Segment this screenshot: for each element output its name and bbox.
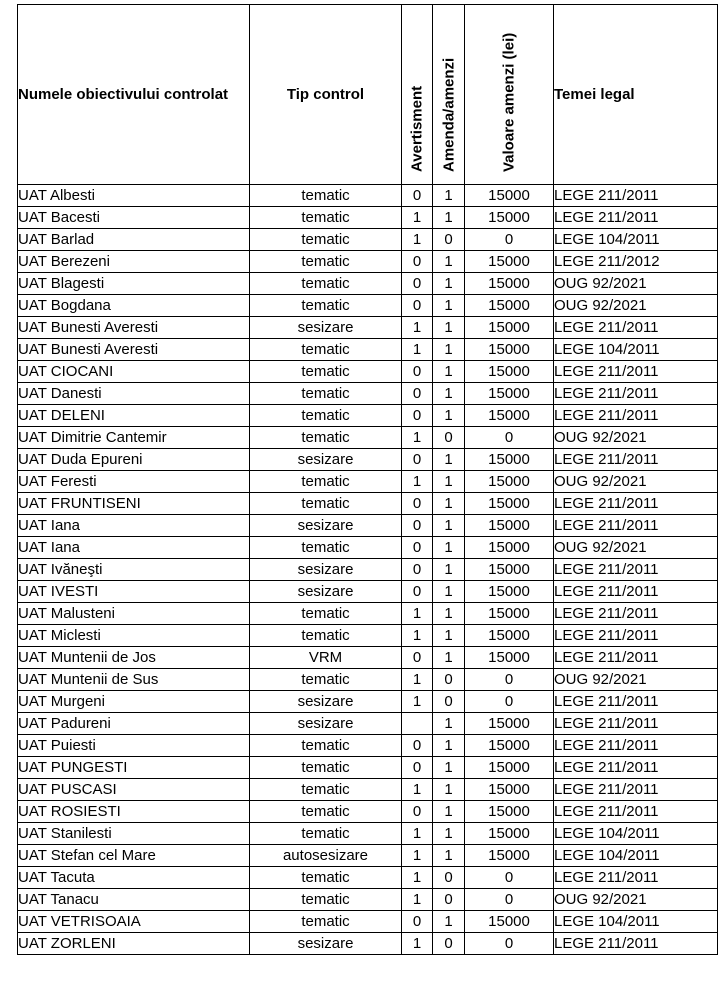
cell-valoare: 15000 [465, 713, 554, 735]
cell-valoare: 15000 [465, 515, 554, 537]
cell-tip-control: tematic [250, 185, 402, 207]
cell-avertisment: 0 [402, 273, 433, 295]
cell-avertisment: 0 [402, 295, 433, 317]
cell-tip-control: tematic [250, 405, 402, 427]
cell-valoare: 15000 [465, 757, 554, 779]
cell-temei-legal: LEGE 211/2011 [554, 757, 718, 779]
cell-temei-legal: LEGE 211/2011 [554, 405, 718, 427]
cell-avertisment: 1 [402, 669, 433, 691]
cell-avertisment: 1 [402, 889, 433, 911]
table-row [18, 405, 718, 427]
cell-tip-control: tematic [250, 471, 402, 493]
cell-amenda: 1 [433, 207, 465, 229]
header-row [18, 5, 718, 185]
cell-avertisment: 1 [402, 779, 433, 801]
cell-amenda: 1 [433, 647, 465, 669]
cell-name: UAT Murgeni [18, 691, 250, 713]
cell-temei-legal: LEGE 211/2011 [554, 933, 718, 955]
cell-valoare: 15000 [465, 801, 554, 823]
cell-tip-control: tematic [250, 273, 402, 295]
cell-avertisment: 1 [402, 845, 433, 867]
cell-tip-control: tematic [250, 207, 402, 229]
cell-tip-control: tematic [250, 603, 402, 625]
cell-temei-legal: LEGE 104/2011 [554, 823, 718, 845]
cell-temei-legal: LEGE 211/2011 [554, 625, 718, 647]
cell-avertisment: 0 [402, 757, 433, 779]
cell-tip-control: tematic [250, 625, 402, 647]
cell-name: UAT Feresti [18, 471, 250, 493]
cell-avertisment: 0 [402, 449, 433, 471]
cell-tip-control: tematic [250, 823, 402, 845]
cell-name: UAT Berezeni [18, 251, 250, 273]
cell-avertisment: 1 [402, 823, 433, 845]
cell-avertisment: 0 [402, 911, 433, 933]
cell-amenda: 1 [433, 493, 465, 515]
cell-tip-control: autosesizare [250, 845, 402, 867]
cell-avertisment: 1 [402, 691, 433, 713]
cell-name: UAT Bogdana [18, 295, 250, 317]
cell-name: UAT Bacesti [18, 207, 250, 229]
cell-amenda: 1 [433, 625, 465, 647]
cell-name: UAT Puiesti [18, 735, 250, 757]
cell-valoare: 15000 [465, 779, 554, 801]
cell-temei-legal: OUG 92/2021 [554, 273, 718, 295]
cell-tip-control: sesizare [250, 559, 402, 581]
table-row [18, 933, 718, 955]
table-row [18, 515, 718, 537]
cell-valoare: 0 [465, 889, 554, 911]
cell-tip-control: tematic [250, 867, 402, 889]
cell-tip-control: tematic [250, 735, 402, 757]
cell-name: UAT ZORLENI [18, 933, 250, 955]
cell-valoare: 15000 [465, 295, 554, 317]
cell-name: UAT ROSIESTI [18, 801, 250, 823]
cell-amenda: 1 [433, 757, 465, 779]
cell-amenda: 1 [433, 713, 465, 735]
table-row [18, 493, 718, 515]
cell-tip-control: tematic [250, 339, 402, 361]
cell-temei-legal: LEGE 104/2011 [554, 339, 718, 361]
cell-tip-control: sesizare [250, 449, 402, 471]
cell-temei-legal: OUG 92/2021 [554, 295, 718, 317]
cell-amenda: 1 [433, 537, 465, 559]
cell-valoare: 15000 [465, 317, 554, 339]
cell-temei-legal: OUG 92/2021 [554, 889, 718, 911]
cell-avertisment: 1 [402, 933, 433, 955]
cell-amenda: 1 [433, 581, 465, 603]
cell-avertisment: 1 [402, 339, 433, 361]
cell-valoare: 15000 [465, 735, 554, 757]
cell-avertisment: 0 [402, 405, 433, 427]
table-row [18, 229, 718, 251]
cell-amenda: 1 [433, 185, 465, 207]
cell-temei-legal: LEGE 211/2011 [554, 713, 718, 735]
cell-valoare: 0 [465, 933, 554, 955]
cell-amenda: 0 [433, 229, 465, 251]
cell-tip-control: tematic [250, 361, 402, 383]
cell-avertisment: 1 [402, 867, 433, 889]
cell-valoare: 15000 [465, 185, 554, 207]
cell-name: UAT Padureni [18, 713, 250, 735]
cell-name: UAT Blagesti [18, 273, 250, 295]
cell-valoare: 15000 [465, 405, 554, 427]
control-results-table [17, 4, 718, 955]
cell-amenda: 1 [433, 911, 465, 933]
cell-avertisment: 0 [402, 185, 433, 207]
cell-temei-legal: LEGE 211/2011 [554, 185, 718, 207]
cell-name: UAT Dimitrie Cantemir [18, 427, 250, 449]
cell-tip-control: tematic [250, 295, 402, 317]
cell-temei-legal: LEGE 211/2011 [554, 449, 718, 471]
table-row [18, 669, 718, 691]
cell-temei-legal: LEGE 211/2011 [554, 867, 718, 889]
table-row [18, 691, 718, 713]
cell-amenda: 1 [433, 317, 465, 339]
cell-name: UAT PUNGESTI [18, 757, 250, 779]
cell-temei-legal: LEGE 104/2011 [554, 911, 718, 933]
cell-amenda: 1 [433, 801, 465, 823]
cell-tip-control: tematic [250, 251, 402, 273]
cell-name: UAT Iana [18, 515, 250, 537]
cell-valoare: 15000 [465, 383, 554, 405]
cell-amenda: 1 [433, 779, 465, 801]
cell-amenda: 0 [433, 867, 465, 889]
cell-avertisment: 0 [402, 493, 433, 515]
cell-temei-legal: LEGE 104/2011 [554, 845, 718, 867]
cell-avertisment: 0 [402, 559, 433, 581]
table-row [18, 339, 718, 361]
cell-amenda: 1 [433, 273, 465, 295]
cell-name: UAT Miclesti [18, 625, 250, 647]
cell-name: UAT Stanilesti [18, 823, 250, 845]
cell-name: UAT Albesti [18, 185, 250, 207]
cell-avertisment: 1 [402, 471, 433, 493]
cell-temei-legal: LEGE 211/2011 [554, 383, 718, 405]
cell-temei-legal: LEGE 211/2011 [554, 581, 718, 603]
cell-name: UAT Barlad [18, 229, 250, 251]
cell-tip-control: tematic [250, 669, 402, 691]
cell-temei-legal: OUG 92/2021 [554, 427, 718, 449]
cell-temei-legal: LEGE 211/2011 [554, 647, 718, 669]
cell-valoare: 15000 [465, 361, 554, 383]
cell-name: UAT VETRISOAIA [18, 911, 250, 933]
cell-name: UAT Bunesti Averesti [18, 317, 250, 339]
cell-avertisment: 0 [402, 801, 433, 823]
cell-amenda: 1 [433, 823, 465, 845]
cell-name: UAT CIOCANI [18, 361, 250, 383]
cell-tip-control: sesizare [250, 691, 402, 713]
cell-valoare: 0 [465, 867, 554, 889]
cell-name: UAT Ivăneşti [18, 559, 250, 581]
cell-name: UAT Malusteni [18, 603, 250, 625]
cell-valoare: 0 [465, 427, 554, 449]
cell-amenda: 1 [433, 471, 465, 493]
table-row [18, 383, 718, 405]
cell-valoare: 15000 [465, 625, 554, 647]
cell-valoare: 15000 [465, 647, 554, 669]
cell-valoare: 15000 [465, 207, 554, 229]
table-row [18, 625, 718, 647]
header-amenda-cell [433, 5, 465, 185]
cell-name: UAT DELENI [18, 405, 250, 427]
cell-valoare: 15000 [465, 273, 554, 295]
cell-temei-legal: LEGE 104/2011 [554, 229, 718, 251]
table-body [18, 185, 718, 955]
table-row [18, 647, 718, 669]
table-row [18, 713, 718, 735]
cell-name: UAT Duda Epureni [18, 449, 250, 471]
header-avertisment: Avertisment [408, 85, 426, 172]
cell-tip-control: sesizare [250, 317, 402, 339]
cell-tip-control: sesizare [250, 515, 402, 537]
cell-valoare: 15000 [465, 823, 554, 845]
cell-tip-control: VRM [250, 647, 402, 669]
cell-name: UAT Bunesti Averesti [18, 339, 250, 361]
cell-avertisment: 1 [402, 317, 433, 339]
table-row [18, 207, 718, 229]
cell-valoare: 0 [465, 691, 554, 713]
cell-avertisment: 0 [402, 647, 433, 669]
table-row [18, 471, 718, 493]
cell-avertisment [402, 713, 433, 735]
cell-temei-legal: LEGE 211/2011 [554, 361, 718, 383]
cell-tip-control: tematic [250, 779, 402, 801]
table-row [18, 801, 718, 823]
cell-tip-control: tematic [250, 493, 402, 515]
cell-tip-control: tematic [250, 911, 402, 933]
cell-amenda: 1 [433, 295, 465, 317]
cell-temei-legal: LEGE 211/2011 [554, 515, 718, 537]
table-row [18, 603, 718, 625]
cell-avertisment: 1 [402, 229, 433, 251]
cell-valoare: 0 [465, 669, 554, 691]
cell-valoare: 15000 [465, 339, 554, 361]
cell-amenda: 0 [433, 933, 465, 955]
cell-name: UAT Tacuta [18, 867, 250, 889]
cell-temei-legal: LEGE 211/2011 [554, 691, 718, 713]
table-row [18, 273, 718, 295]
table-row [18, 427, 718, 449]
cell-amenda: 0 [433, 889, 465, 911]
cell-valoare: 15000 [465, 537, 554, 559]
table-row [18, 757, 718, 779]
table-row [18, 361, 718, 383]
cell-amenda: 1 [433, 559, 465, 581]
header-valoare-cell [465, 5, 554, 185]
cell-temei-legal: OUG 92/2021 [554, 471, 718, 493]
cell-amenda: 1 [433, 449, 465, 471]
cell-valoare: 15000 [465, 493, 554, 515]
table-row [18, 911, 718, 933]
cell-avertisment: 0 [402, 515, 433, 537]
cell-temei-legal: LEGE 211/2011 [554, 603, 718, 625]
cell-amenda: 0 [433, 427, 465, 449]
header-avertisment-cell [402, 5, 433, 185]
cell-amenda: 1 [433, 361, 465, 383]
table-row [18, 845, 718, 867]
cell-tip-control: sesizare [250, 933, 402, 955]
cell-tip-control: tematic [250, 537, 402, 559]
cell-tip-control: tematic [250, 889, 402, 911]
cell-temei-legal: OUG 92/2021 [554, 537, 718, 559]
cell-valoare: 15000 [465, 911, 554, 933]
cell-temei-legal: LEGE 211/2011 [554, 801, 718, 823]
cell-avertisment: 1 [402, 207, 433, 229]
table-row [18, 735, 718, 757]
cell-tip-control: tematic [250, 229, 402, 251]
cell-valoare: 15000 [465, 471, 554, 493]
header-tip-control: Tip control [250, 5, 402, 185]
cell-name: UAT Stefan cel Mare [18, 845, 250, 867]
cell-avertisment: 1 [402, 427, 433, 449]
cell-temei-legal: OUG 92/2021 [554, 669, 718, 691]
cell-avertisment: 1 [402, 603, 433, 625]
cell-name: UAT Danesti [18, 383, 250, 405]
cell-amenda: 1 [433, 603, 465, 625]
cell-name: UAT Muntenii de Sus [18, 669, 250, 691]
cell-name: UAT Tanacu [18, 889, 250, 911]
cell-name: UAT Iana [18, 537, 250, 559]
cell-tip-control: tematic [250, 801, 402, 823]
cell-avertisment: 0 [402, 251, 433, 273]
cell-valoare: 0 [465, 229, 554, 251]
cell-name: UAT IVESTI [18, 581, 250, 603]
cell-valoare: 15000 [465, 581, 554, 603]
table-row [18, 317, 718, 339]
table-header [18, 5, 718, 185]
cell-valoare: 15000 [465, 603, 554, 625]
cell-amenda: 0 [433, 669, 465, 691]
header-valoare: Valoare amenzi (lei) [500, 32, 518, 172]
table-row [18, 537, 718, 559]
table-row [18, 867, 718, 889]
cell-valoare: 15000 [465, 845, 554, 867]
cell-valoare: 15000 [465, 251, 554, 273]
cell-amenda: 1 [433, 405, 465, 427]
cell-tip-control: tematic [250, 383, 402, 405]
cell-avertisment: 0 [402, 383, 433, 405]
table-row [18, 889, 718, 911]
cell-valoare: 15000 [465, 559, 554, 581]
cell-amenda: 1 [433, 251, 465, 273]
header-temei-legal: Temei legal [554, 5, 718, 185]
cell-temei-legal: LEGE 211/2011 [554, 207, 718, 229]
table-row [18, 559, 718, 581]
cell-amenda: 1 [433, 845, 465, 867]
header-amenda: Amenda/amenzi [440, 57, 457, 172]
cell-temei-legal: LEGE 211/2011 [554, 559, 718, 581]
cell-amenda: 1 [433, 735, 465, 757]
cell-temei-legal: LEGE 211/2011 [554, 779, 718, 801]
table-row [18, 823, 718, 845]
cell-amenda: 1 [433, 515, 465, 537]
cell-avertisment: 0 [402, 537, 433, 559]
cell-valoare: 15000 [465, 449, 554, 471]
table-row [18, 295, 718, 317]
cell-amenda: 1 [433, 383, 465, 405]
cell-avertisment: 0 [402, 735, 433, 757]
table-row [18, 779, 718, 801]
cell-temei-legal: LEGE 211/2011 [554, 493, 718, 515]
cell-temei-legal: LEGE 211/2011 [554, 317, 718, 339]
cell-temei-legal: LEGE 211/2011 [554, 735, 718, 757]
cell-name: UAT FRUNTISENI [18, 493, 250, 515]
table-row [18, 449, 718, 471]
header-name: Numele obiectivului controlat [18, 5, 250, 185]
cell-name: UAT PUSCASI [18, 779, 250, 801]
cell-name: UAT Muntenii de Jos [18, 647, 250, 669]
cell-tip-control: tematic [250, 757, 402, 779]
cell-avertisment: 1 [402, 625, 433, 647]
cell-avertisment: 0 [402, 581, 433, 603]
cell-tip-control: tematic [250, 427, 402, 449]
table-row [18, 251, 718, 273]
cell-avertisment: 0 [402, 361, 433, 383]
cell-amenda: 0 [433, 691, 465, 713]
cell-tip-control: sesizare [250, 713, 402, 735]
table-row [18, 185, 718, 207]
table-row [18, 581, 718, 603]
cell-tip-control: sesizare [250, 581, 402, 603]
cell-temei-legal: LEGE 211/2012 [554, 251, 718, 273]
cell-amenda: 1 [433, 339, 465, 361]
